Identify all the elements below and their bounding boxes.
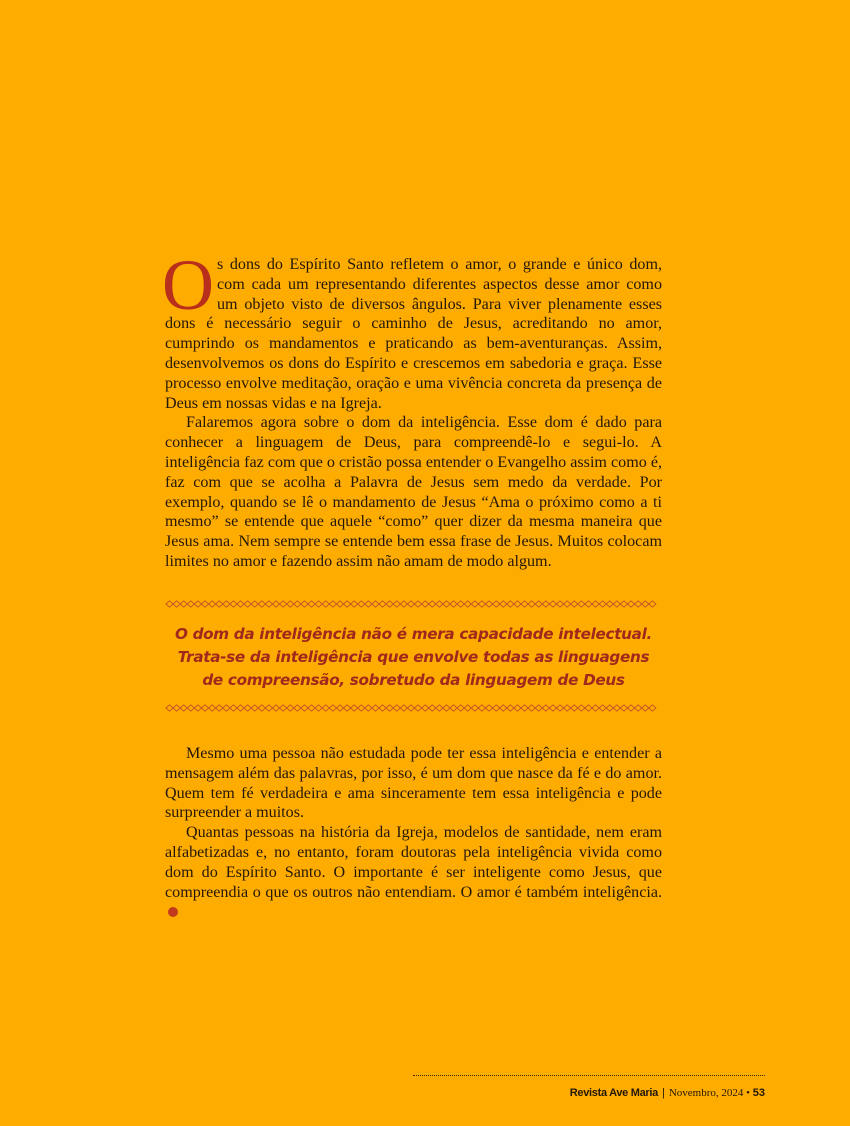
article-column-bottom <box>165 744 662 922</box>
pull-quote-line-1: O dom da inteligência não é mera capacidade intelectual. <box>174 625 652 643</box>
footer-rule <box>413 1075 765 1076</box>
page-number: 53 <box>752 1087 765 1099</box>
footer-separator: | <box>661 1087 665 1099</box>
paragraph-1 <box>162 245 662 413</box>
paragraph-4 <box>165 823 662 922</box>
pull-quote-line-3: de compreensão, sobretudo da linguagem de Deus <box>202 671 625 689</box>
paragraph-4-text: Quantas pessoas na história da Igreja, modelos de santidade, nem eram alfabetizadas e, no entanto, foram doutoras pela inteligência vivida como dom do Espírito Santo. O importante é ser inteligente como Jesus, que compreendia o que os outros não entendiam. O amor é também inteligência. <box>165 824 662 901</box>
pull-quote-line-2: Trata-se da inteligência que envolve todas as linguagens <box>177 648 650 666</box>
issue-date: Novembro, 2024 • <box>668 1087 750 1099</box>
divider-bottom <box>165 704 662 712</box>
magazine-name: Revista Ave Maria <box>569 1087 658 1099</box>
article-column-top <box>162 245 662 572</box>
drop-cap: O <box>162 245 214 325</box>
paragraph-1-text: s dons do Espírito Santo refletem o amor, o grande e único dom, com cada um representando diferentes aspectos desse amor como um objeto visto de diversos ângulos. Para viver plenamente esses dons é necessário seguir o caminho de Jesus, acreditando no amor, cumprindo os mandamentos e praticando as bem-aventuranças. Assim, desenvolvemos os dons do Espírito e crescemos em sabedoria e graça. Esse processo envolve meditação, oração e uma vivência concreta da presença de Deus em nossas vidas e na Igreja. <box>165 256 662 412</box>
divider-top <box>165 600 662 608</box>
paragraph-2: Falaremos agora sobre o dom da inteligência. Esse dom é dado para conhecer a linguagem de Deus, para compreendê-lo e segui-lo. A inteligência faz com que o cristão possa entender o Evangelho assim como é, faz com que se acolha a Palavra de Jesus sem medo da verdade. Por exemplo, quando se lê o mandamento de Jesus “Ama o próximo como a ti mesmo” se entende que aquele “como” quer dizer da mesma maneira que Jesus ama. Nem sempre se entende bem essa frase de Jesus. Muitos colocam limites no amor e fazendo assim não amam de modo algum. <box>165 414 662 570</box>
end-mark-icon <box>168 907 178 917</box>
paragraph-3: Mesmo uma pessoa não estudada pode ter essa inteligência e entender a mensagem além das palavras, por isso, é um dom que nasce da fé e do amor. Quem tem fé verdadeira e ama sinceramente tem essa inteligência e pode surpreender a muitos. <box>165 745 662 822</box>
pull-quote <box>165 623 662 692</box>
page-footer <box>570 1087 765 1099</box>
